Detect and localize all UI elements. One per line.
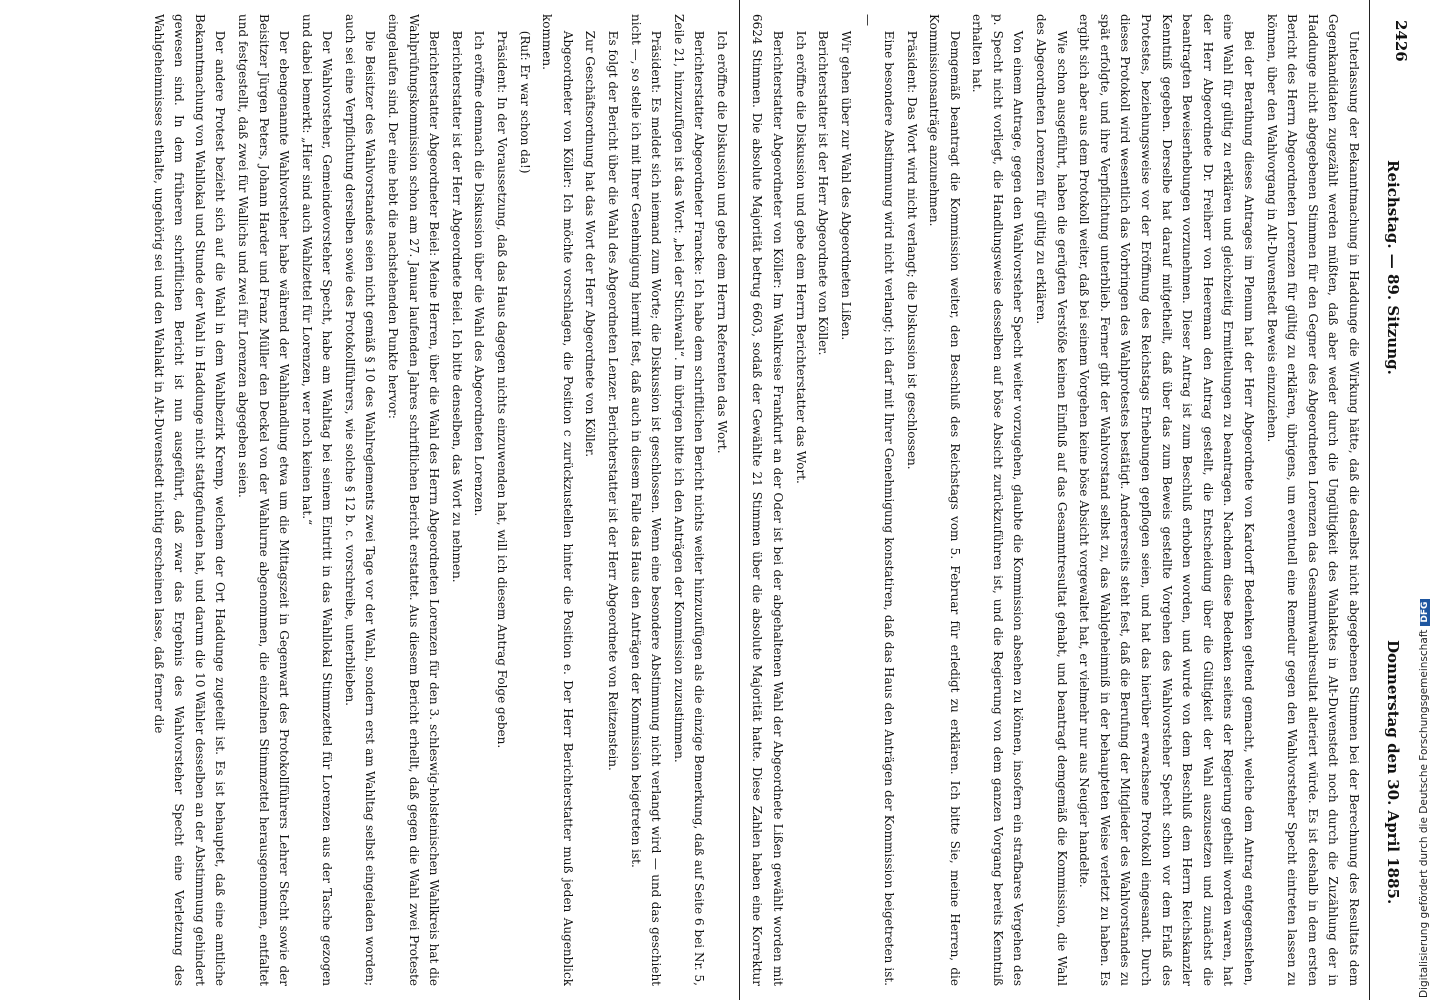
paragraph: Von einem Antrage, gegen den Wahlvorsteher Specht weiter vorzugehen, glaubte die Kommission absehen zu können, insofern ein strafbares Vergehen des p. Specht nicht vorliegt, die Handlungsweise desselben auf böse Absicht zurückzuführen ist, und die Regierung von dem ganzen Vorgang bereits Kenntniß erhalten hat.	[970, 14, 1026, 986]
paragraph: Demgemäß beantragt die Kommission weiter, den Beschluß des Reichstags vom 5. Februar für erledigt zu erklären. Ich bitte Sie, meine Herren, die Kommissionsanträge anzunehmen.	[927, 14, 962, 986]
dfg-logo: DFG	[1420, 599, 1430, 626]
column-divider	[739, 0, 740, 1000]
paragraph: Es folgt der Bericht über die Wahl des Abgeordneten Lenzer. Berichterstatter ist der Herr Abgeordnete von Reitzenstein.	[606, 30, 621, 771]
paragraph: Unterlassung der Bekanntmachung in Haddunge die Wirkung hätte, daß die daselbst nicht abgegebenen Stimmen bei der Berechnung des Resultats dem Gegenkandidaten zugezählt werden müßten, daß aber weder durch die Ungültigkeit des Wahlaktes in Alt-Duvenstedt noch durch die Zuzählung der in Haddunge nicht abgegebenen Stimmen für den Gegner des Abgeordneten Lorenzen das Gesammtwahlresultat alteriert würde. Es ist deshalb in dem ersten Bericht des Herrn Abgeordneten Lorenzen für gültig zu erklären, übrigens, um eventuell eine Remedur gegen den Wahlvorsteher Specht eintreten lassen zu können, über den Wahlvorgang in Alt-Duvenstedt Beweis einzuziehen.	[1264, 14, 1361, 986]
paragraph: Abgeordneter von Köller: Ich möchte vorschlagen, die Position c zurückzustellen hinter die Position e. Der Herr Berichterstatter muß jeden Augenblick kommen.	[540, 14, 575, 986]
paragraph: Wir gehen über zur Wahl des Abgeordneten Lißen.	[838, 30, 853, 341]
paragraph: (Ruf: Er war schon da!)	[517, 30, 532, 174]
text-column-right	[744, 14, 1364, 986]
paragraph: Zur Geschäftsordnung hat das Wort der Herr Abgeordnete von Köller.	[583, 30, 598, 458]
paragraph: Der andere Protest bezieht sich auf die Wahl in dem Wahlbezirk Kremp, welchem der Ort Haddunge zugeteilt ist. Es ist behauptet, daß eine amtliche Bekanntmachung von Wahllokal und Stunde der Wahl in Haddunge nicht stattgefunden hat, und darum die 10 Wähler desselben an der Abstimmung gehindert gewesen sind. In dem früheren schriftlichen Bericht ist nun ausgeführt, daß zwar das Ergebnis des Wahlvorsteher Specht eine Verletzung des Wahlgeheimnisses enthalte, ungehörig sei und den Wahlakt in Alt-Duvenstedt nichtig erscheinen lasse, daß ferner die	[151, 14, 228, 986]
paragraph: Berichterstatter ist der Herr Abgeordnete Beiel. Ich bitte denselben, das Wort zu nehmen.	[449, 30, 464, 583]
paragraph: Der Wahlvorsteher, Gemeindevorsteher Specht, habe am Wahltag bei seinem Eintritt in das Wahllokal Stimmzettel für Lorenzen aus der Tasche gezogen und dabei bemerkt: „Hier sind auch Wahlzettel für Lorenzen, wer noch keinen hat.“	[299, 14, 335, 986]
header-rule	[1369, 0, 1370, 1000]
header-left-title: Reichstag. — 89. Sitzung.	[1384, 160, 1402, 375]
page-number: 2426	[1392, 20, 1410, 62]
text-column-left	[32, 14, 732, 986]
paragraph: Bei der Berathung dieses Antrages im Plenum hat der Herr Abgeordnete von Kardorff Bedenken geltend gemacht, welche dem Antrag entgegenstehen, eine Wahl für gültig zu erklären und gleichzeitig Ermittelungen zu beantragen. Nachdem diese Bedenken seitens der Regierung getheilt worden waren, hat der Herr Abgeordnete Dr. Freiherr von Heereman den Antrag gestellt, die Entscheidung über die Gültigkeit der Wahl auszusetzen und zunächst die beantragten Beweiserhebungen vorzunehmen. Dieser Antrag ist zum Beschluß erhoben worden, und wurde von dem Beschluß dem Herrn Reichskanzler Kenntniß gegeben. Derselbe hat darauf mitgetheilt, daß über das zum Beweis gestellte Vorgehen des Wahlvorsteher Specht schon vor dem Erlaß des Protestes, beziehungsweise vor der Eröffnung des Reichstags Erhebungen gepflogen seien, und hat das hierüber erwachsene Protokoll eingesandt. Durch dieses Protokoll wird wesentlich das Vorbringen des Wahlprotestes bestätigt. Andererseits steht fest, daß die Berufung der Mitglieder des Wahlvorstandes zu spät erfolgte, und ihre Verpflichtung unterblieb. Ferner gibt der Wahlvorstand selbst zu, das Wahlgeheimniß in der behaupteten Weise verletzt zu haben. Es ergibt sich aber aus dem Protokoll weiter, daß bei seinem Vorgehen keine böse Absicht vorgewaltet hat, er vielmehr nur aus Neugier handelte.	[1077, 14, 1257, 986]
paragraph: Ich eröffne die Diskussion und gebe dem Herrn Referenten das Wort.	[715, 30, 729, 454]
paragraph: Berichterstatter Abgeordneter Francke: Ich habe dem schriftlichen Bericht nichts weiter hinzuzufügen als die einzige Bemerkung, daß auf Seite 6 bei Nr. 5, Zeile 21, hinzuzufügen ist das Wort: „bei der Stichwahl“. Im übrigen bitte ich den Anträgen der Kommission zuzustimmen.	[671, 14, 707, 986]
paragraph: Ich eröffne demnach die Diskussion über die Wahl des Abgeordneten Lorenzen.	[472, 30, 487, 517]
paragraph: Die Beisitzer des Wahlvorstandes seien nicht gemäß § 10 des Wahlreglements zwei Tage vor der Wahl, sondern erst am Wahltag selbst eingeladen worden; auch sei eine Verpflichtung derselben sowie des Protokollführers, wie solche § 12 b. c. vorschreibe, unterblieben.	[342, 14, 378, 986]
paragraph: Präsident: In der Voraussetzung, daß das Haus dagegen nichts einzuwenden hat, will ich diesem Antrag Folge geben.	[495, 30, 510, 749]
paragraph: Wie schon ausgeführt, haben die gerügten Verstöße keinen Einfluß auf das Gesammtresultat gehabt, und beantragt demgemäß die Kommission, die Wahl des Abgeordneten Lorenzen für gültig zu erklären.	[1034, 14, 1069, 986]
paragraph: Präsident: Es meldet sich niemand zum Worte; die Diskussion ist geschlossen. Wenn eine besondere Abstimmung nicht verlangt wird — und das geschieht nicht —, so stelle ich mit Ihrer Genehmigung hiermit fest, daß auch in diesem Falle das Haus den Anträgen der Kommission beigetreten ist.	[628, 14, 664, 986]
dfg-footer	[1418, 599, 1430, 998]
paragraph: Ich eröffne die Diskussion und gebe dem Herrn Berichterstatter das Wort.	[793, 30, 808, 484]
paragraph: Eine besondere Abstimmung wird nicht verlangt; ich darf mit Ihrer Genehmigung konstatiren, daß das Haus den Anträgen der Kommission beigetreten ist. —	[861, 14, 896, 986]
paragraph: Berichterstatter Abgeordneter von Köller: Im Wahlkreise Frankfurt an der Oder ist bei der abgehaltenen Wahl der Abgeordnete Lißen gewählt worden mit 6624 Stimmen. Die absolute Majorität betrug 6603, sodaß der Gewählte 21 Stimmen über die absolute Majorität hatte. Diese Zahlen haben eine Korrektur	[750, 14, 785, 986]
paragraph: Berichterstatter Abgeordneter Beiel: Meine Herren, über die Wahl des Herrn Abgeordneten Lorenzen für den 3. schleswig-holsteinischen Wahlkreis hat die Wahlprüfungskommission schon am 27. Januar laufenden Jahres schriftlichen Bericht erstattet. Aus diesem Bericht erhellt, daß gegen die Wahl zwei Proteste eingelaufen sind. Der eine hebt die nachstehenden Punkte hervor:	[386, 14, 442, 986]
header-right-title: Donnerstag den 30. April 1885.	[1384, 640, 1402, 905]
footer-text: Digitalisierung gefördert durch die Deutsche Forschungsgemeinschaft	[1418, 629, 1430, 998]
paragraph: Der ebengenannte Wahlvorsteher habe während der Wahlhandlung etwa um die Mittagszeit in Gegenwart des Protokollführers Lehrer Stecht sowie der Beisitzer Jürgen Peters, Johann Harder und Franz Müller den Deckel von der Wahlurne abgenommen, die einzelnen Stimmzettel herausgenommen, entfaltet und festgestellt, daß zwei für Wallichs und zwei für Lorenzen abgegeben seien.	[235, 14, 292, 986]
paragraph: Berichterstatter ist der Herr Abgeordnete von Köller.	[816, 30, 831, 356]
paragraph: Präsident: Das Wort wird nicht verlangt; die Diskussion ist geschlossen.	[904, 30, 919, 470]
